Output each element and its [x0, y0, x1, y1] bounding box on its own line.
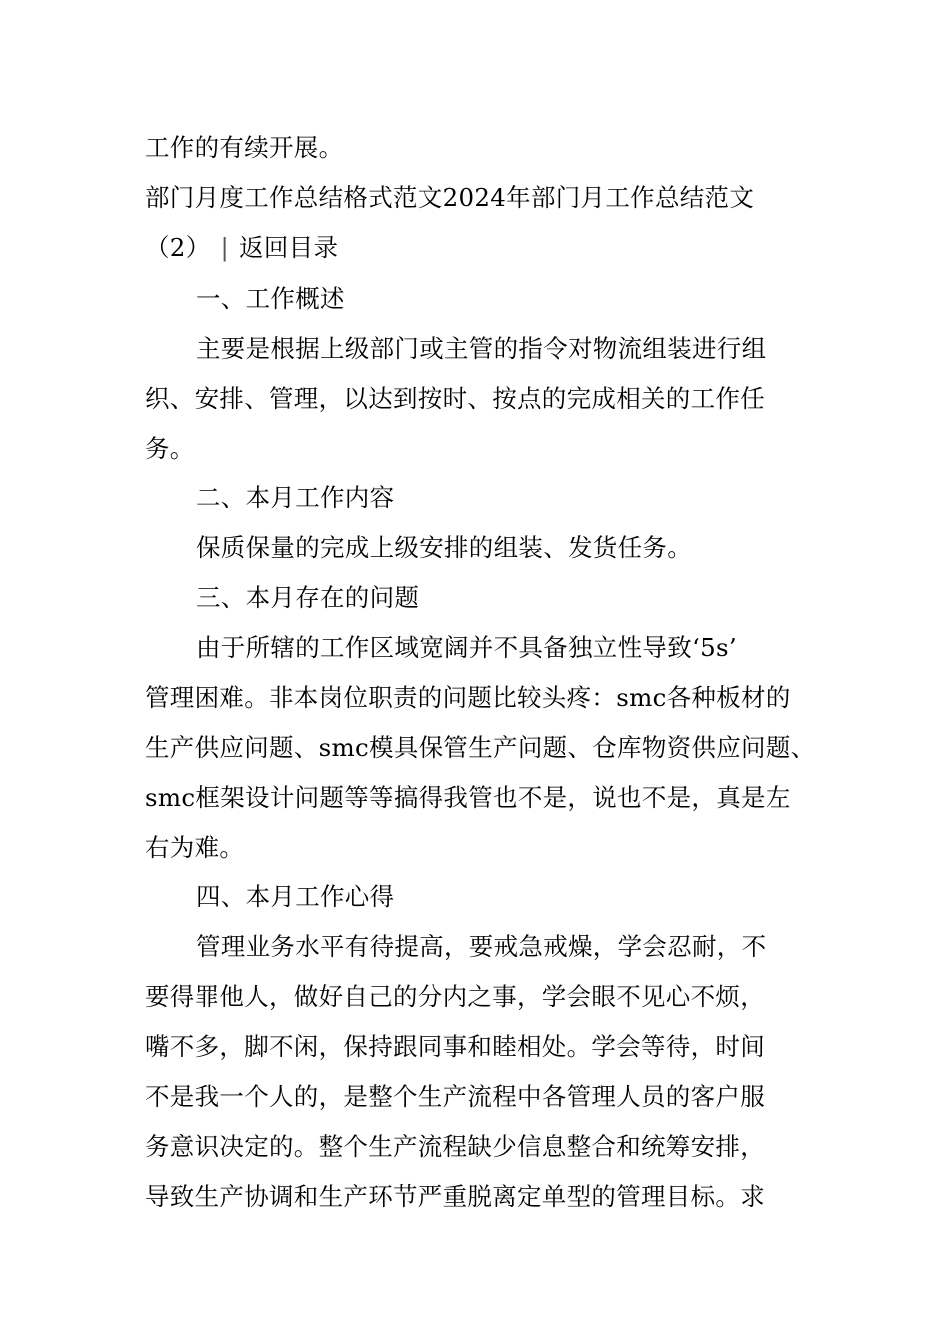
- paragraph-line: 织、安排、管理，以达到按时、按点的完成相关的工作任: [145, 384, 765, 413]
- paragraph-line: 管理业务水平有待提高，要戒急戒燥，学会忍耐，不: [196, 932, 767, 961]
- article-title-number: （2）: [145, 233, 211, 262]
- paragraph-line: 由于所辖的工作区域宽阔并不具备独立性导致‘5s’: [196, 633, 737, 662]
- paragraph-line: 保质保量的完成上级安排的组装、发货任务。: [196, 533, 692, 562]
- article-title: 部门月度工作总结格式范文2024年部门月工作总结范文: [145, 183, 755, 212]
- paragraph-line: 主要是根据上级部门或主管的指令对物流组装进行组: [196, 334, 767, 363]
- section-heading: 三、本月存在的问题: [196, 583, 420, 612]
- paragraph-line: 管理困难。非本岗位职责的问题比较头疼：smc各种板材的: [145, 683, 791, 712]
- section-heading: 二、本月工作内容: [196, 483, 395, 512]
- paragraph-line: 要得罪他人，做好自己的分内之事，学会眼不见心不烦，: [145, 982, 765, 1011]
- paragraph-line: 务意识决定的。整个生产流程缺少信息整合和统筹安排，: [145, 1132, 765, 1161]
- section-heading: 一、工作概述: [196, 284, 345, 313]
- paragraph-line: 不是我一个人的，是整个生产流程中各管理人员的客户服: [145, 1082, 765, 1111]
- paragraph-line: 工作的有续开展。: [145, 133, 344, 162]
- paragraph-line: 务。: [145, 434, 195, 463]
- paragraph-line: 嘴不多，脚不闲，保持跟同事和睦相处。学会等待，时间: [145, 1032, 765, 1061]
- section-heading: 四、本月工作心得: [196, 882, 395, 911]
- title-separator: |: [220, 233, 230, 262]
- return-to-toc-link[interactable]: 返回目录: [239, 233, 339, 262]
- paragraph-line: smc框架设计问题等等搞得我管也不是，说也不是，真是左: [145, 783, 791, 812]
- paragraph-line: 生产供应问题、smc模具保管生产问题、仓库物资供应问题、: [145, 733, 816, 762]
- paragraph-line: 导致生产协调和生产环节严重脱离定单型的管理目标。求: [145, 1182, 765, 1211]
- paragraph-line: 右为难。: [145, 833, 245, 862]
- article-title-continuation: [145, 233, 338, 263]
